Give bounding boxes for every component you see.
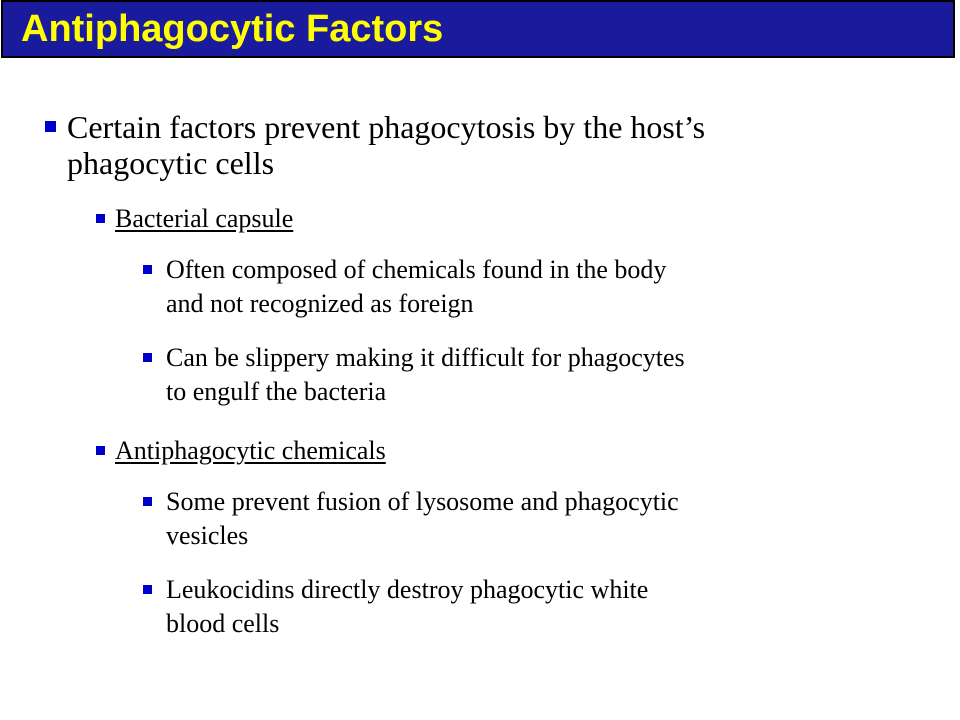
bullet-capsule-label-text: Bacterial capsule <box>115 204 294 233</box>
square-bullet-icon <box>143 265 152 274</box>
bullet-capsule-point-1 <box>143 253 666 321</box>
bullet-capsule-point-1-line-2: and not recognized as foreign <box>166 289 474 318</box>
slide-title: Antiphagocytic Factors <box>21 8 444 50</box>
bullet-chemicals-point-2-text <box>143 573 648 641</box>
bullet-chemicals-point-2 <box>143 573 648 641</box>
bullet-capsule <box>96 204 293 234</box>
bullet-capsule-point-1-text <box>143 253 666 321</box>
bullet-chemicals-point-2-line-2: blood cells <box>166 609 280 638</box>
square-bullet-icon <box>45 121 56 132</box>
bullet-chemicals <box>96 436 386 466</box>
square-bullet-icon <box>143 585 152 594</box>
bullet-capsule-point-2-line-1: Can be slippery making it difficult for phagocytes <box>166 343 685 372</box>
bullet-main <box>45 109 705 181</box>
bullet-chemicals-point-1 <box>143 485 679 553</box>
bullet-chemicals-point-1-text <box>143 485 679 553</box>
bullet-chemicals-point-1-line-1: Some prevent fusion of lysosome and phagocytic <box>166 487 679 516</box>
square-bullet-icon <box>143 497 152 506</box>
bullet-capsule-label <box>96 204 293 234</box>
bullet-capsule-point-2 <box>143 341 685 409</box>
bullet-capsule-point-1-line-1: Often composed of chemicals found in the body <box>166 255 667 284</box>
bullet-chemicals-label <box>96 436 386 466</box>
bullet-capsule-point-2-line-2: to engulf the bacteria <box>166 377 387 406</box>
square-bullet-icon <box>96 214 105 223</box>
square-bullet-icon <box>96 446 105 455</box>
bullet-chemicals-point-2-line-1: Leukocidins directly destroy phagocytic white <box>166 575 649 604</box>
bullet-main-text <box>45 109 705 181</box>
bullet-chemicals-label-text: Antiphagocytic chemicals <box>115 436 386 465</box>
bullet-main-line-2: phagocytic cells <box>67 145 275 181</box>
square-bullet-icon <box>143 353 152 362</box>
bullet-chemicals-point-1-line-2: vesicles <box>166 521 249 550</box>
bullet-main-line-1: Certain factors prevent phagocytosis by the host’s <box>67 109 706 145</box>
bullet-capsule-point-2-text <box>143 341 685 409</box>
